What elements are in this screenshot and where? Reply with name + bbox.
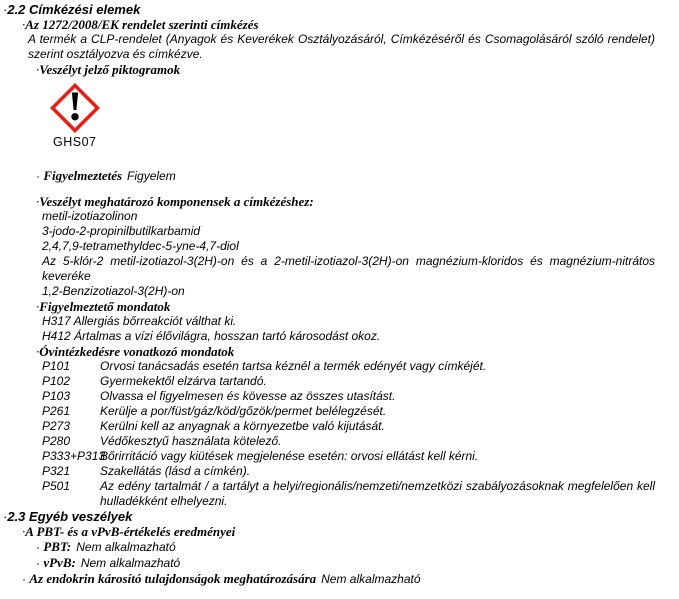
precautionary-code: P101 bbox=[42, 359, 71, 373]
vpvb-result-line bbox=[0, 555, 679, 571]
endocrine-value: Nem alkalmazható bbox=[321, 572, 421, 586]
hazard-code: H412 bbox=[42, 329, 71, 343]
component-item: 3-jodo-2-propinilbutilkarbamid bbox=[42, 224, 201, 238]
signal-word-heading: Figyelmeztetés bbox=[43, 168, 123, 183]
component-item: 1,2-Benzizotiazol-3(2H)-on bbox=[42, 284, 185, 298]
vpvb-value: Nem alkalmazható bbox=[80, 556, 181, 570]
endocrine-label: Az endokrin károsító tulajdonságok meghatározására bbox=[29, 571, 317, 586]
regulation-body-paragraph: A termék a CLP-rendelet (Anyagok és Keverékek Osztályozásáról, Címkézéséről és Csomagolásáról szóló rendelet) szerint osztályozva és címkézve. bbox=[28, 32, 655, 61]
precautionary-row bbox=[0, 404, 679, 419]
precautionary-code: P501 bbox=[42, 479, 71, 493]
hazard-statements-heading: · Figyelmeztető mondatok bbox=[0, 299, 679, 314]
precautionary-code: P333+P313 bbox=[42, 449, 106, 463]
precautionary-code: P103 bbox=[42, 389, 71, 403]
precautionary-row bbox=[0, 374, 679, 389]
precautionary-row bbox=[0, 389, 679, 404]
warning-diamond-icon bbox=[50, 83, 100, 133]
precautionary-heading: · Óvintézkedésre vonatkozó mondatok bbox=[0, 344, 679, 359]
endocrine-line bbox=[0, 571, 679, 587]
precautionary-row bbox=[0, 434, 679, 449]
component-item: metil-izotiazolinon bbox=[42, 209, 138, 223]
precautionary-text: Az edény tartalmát / a tartályt a helyi/regionális/nemzeti/nemzetközi szabályozásoknak megfelelően kell hulladékként elhelyezni. bbox=[100, 479, 655, 508]
precautionary-row bbox=[0, 479, 679, 509]
precautionary-row bbox=[0, 449, 679, 464]
ghs07-pictogram bbox=[50, 83, 679, 133]
precautionary-text: Orvosi tanácsadás esetén tartsa kéznél a termék edényét vagy címkéjét. bbox=[100, 359, 487, 373]
precautionary-text: Kerülje a por/füst/gáz/köd/gőzök/permet belélegzését. bbox=[100, 404, 387, 418]
precautionary-text: Szakellátás (lásd a címkén). bbox=[100, 464, 251, 478]
component-item: Az 5-klór-2 metil-izotiazol-3(2H)-on és a 2-metil-izotiazol-3(2H)-on magnézium-kloridos és magnézium-nitrátos keveréke bbox=[42, 254, 655, 283]
hazard-code: H317 bbox=[42, 314, 71, 328]
regulation-labeling-heading: · Az 1272/2008/EK rendelet szerinti címkézés bbox=[0, 17, 679, 32]
hazard-pictograms-heading: · Veszélyt jelző piktogramok bbox=[0, 62, 679, 77]
hazard-text: Allergiás bőrreakciót válthat ki. bbox=[73, 314, 237, 328]
precautionary-code: P261 bbox=[42, 404, 71, 418]
section-2-3-title: · 2.3 Egyéb veszélyek bbox=[0, 509, 679, 524]
precautionary-text: Bőrirritáció vagy kiütések megjelenése esetén: orvosi ellátást kell kérni. bbox=[100, 449, 479, 463]
precautionary-text: Védőkesztyű használata kötelező. bbox=[100, 434, 282, 448]
precautionary-code: P273 bbox=[42, 419, 71, 433]
pbt-vpvb-heading: · A PBT- és a vPvB-értékelés eredményei bbox=[0, 524, 679, 539]
precautionary-row bbox=[0, 359, 679, 374]
precautionary-text: Gyermekektől elzárva tartandó. bbox=[100, 374, 267, 388]
pbt-result-line bbox=[0, 539, 679, 555]
precautionary-row bbox=[0, 419, 679, 434]
precautionary-code: P102 bbox=[42, 374, 71, 388]
precautionary-code: P321 bbox=[42, 464, 71, 478]
hazard-statement-row bbox=[0, 329, 655, 344]
exclamation-dot-icon bbox=[71, 113, 78, 120]
precautionary-code: P280 bbox=[42, 434, 71, 448]
precautionary-text: Kerülni kell az anyagnak a környezetbe való kijutását. bbox=[100, 419, 385, 433]
hazard-text: Ártalmas a vízi élővilágra, hosszan tartó károsodást okoz. bbox=[74, 329, 381, 343]
pictogram-code-label: GHS07 bbox=[53, 135, 97, 149]
pbt-value: Nem alkalmazható bbox=[76, 540, 176, 554]
hazard-statement-row bbox=[0, 314, 655, 329]
vpvb-label: vPvB: bbox=[43, 555, 76, 570]
component-item: 2,4,7,9-tetramethyldec-5-yne-4,7-diol bbox=[42, 239, 239, 253]
precautionary-row bbox=[0, 464, 679, 479]
signal-word-line bbox=[0, 168, 679, 184]
components-heading: · Veszélyt meghatározó komponensek a címkézéshez: bbox=[0, 194, 679, 209]
signal-word-value: Figyelem bbox=[127, 169, 176, 183]
section-2-2-title: · 2.2 Címkézési elemek bbox=[0, 2, 679, 17]
precautionary-text: Olvassa el figyelmesen és kövesse az összes utasítást. bbox=[100, 389, 396, 403]
pbt-label: PBT: bbox=[43, 539, 72, 554]
